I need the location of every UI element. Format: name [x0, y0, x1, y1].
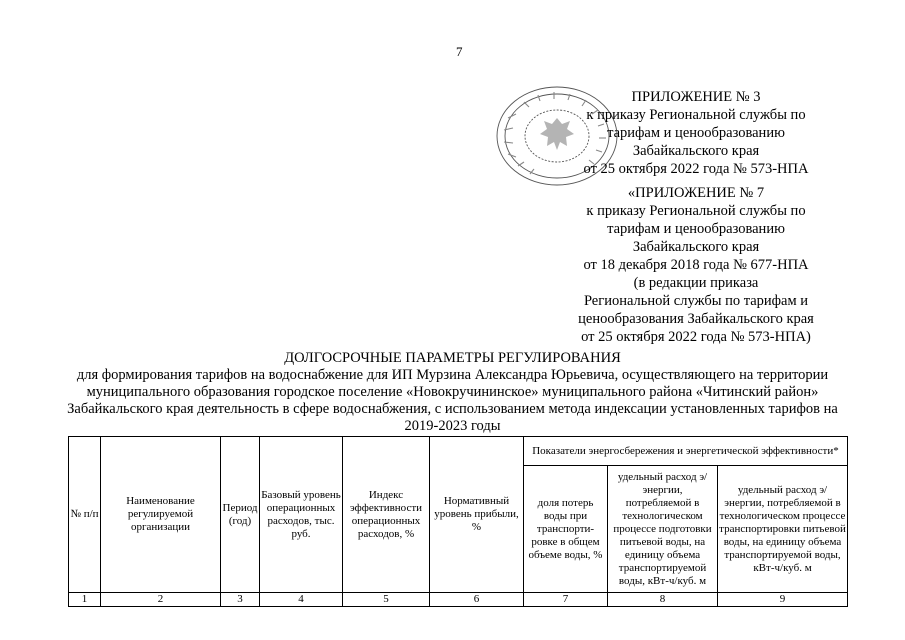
header-energy-group: Показатели энергосбережения и энергетической эффективности*	[524, 437, 848, 466]
appendix-line: ценообразования Забайкальского края	[578, 311, 814, 327]
column-number-cell: 2	[101, 593, 221, 607]
header-num: № п/п	[69, 437, 101, 593]
page-number: 7	[456, 44, 463, 59]
column-number-cell: 8	[608, 593, 718, 607]
header-period: Период (год)	[221, 437, 260, 593]
appendix-line: Забайкальского края	[632, 239, 760, 255]
title-line: для формирования тарифов на водоснабжение для ИП Мурзина Александра Юрьевича, осуществляющего на территории	[76, 367, 829, 383]
header-efficiency-index: Индекс эффективности операционных расходов, %	[343, 437, 430, 593]
column-number-cell: 5	[343, 593, 430, 607]
appendix-line: Забайкальского края	[632, 143, 760, 159]
appendix-line: от 25 октября 2022 года № 573-НПА	[583, 161, 809, 177]
appendix-line: ПРИЛОЖЕНИЕ № 3	[631, 89, 761, 105]
appendix-line: от 25 октября 2022 года № 573-НПА)	[581, 329, 811, 345]
column-number-cell: 9	[718, 593, 848, 607]
appendix-line: (в редакции приказа	[633, 275, 759, 291]
title-line: 2019-2023 годы	[404, 418, 501, 434]
header-organization: Наименование регулируемой организации	[101, 437, 221, 593]
column-number-cell: 6	[430, 593, 524, 607]
header-water-losses: доля потерь воды при транспорти-ровке в общем объеме воды, %	[524, 466, 608, 593]
appendix-line: к приказу Региональной службы по	[586, 107, 806, 123]
appendix-line: «ПРИЛОЖЕНИЕ № 7	[627, 185, 765, 201]
appendix-line: тарифам и ценообразованию	[607, 221, 785, 237]
column-number-cell: 3	[221, 593, 260, 607]
header-energy-transport: удельный расход э/энергии, потребляемой в технологическом процессе транспортировки питьевой воды, на единицу объема транспортируемой воды, кВт-ч/куб. м	[718, 466, 848, 593]
appendix-reference-current	[546, 88, 846, 178]
header-base-opex: Базовый уровень операционных расходов, тыс. руб.	[260, 437, 343, 593]
column-number-cell: 1	[69, 593, 101, 607]
column-number-cell: 4	[260, 593, 343, 607]
title-line: Забайкальского края деятельность в сфере водоснабжения, с использованием метода индексации установленных тарифов на	[67, 401, 838, 417]
appendix-line: к приказу Региональной службы по	[586, 203, 806, 219]
appendix-line: от 18 декабря 2018 года № 677-НПА	[583, 257, 809, 273]
title-line: муниципального образования городское поселение «Новокручининское» муниципального района «Читинский район»	[86, 384, 819, 400]
column-number-cell: 7	[524, 593, 608, 607]
appendix-reference-original	[546, 184, 846, 346]
title-heading: ДОЛГОСРОЧНЫЕ ПАРАМЕТРЫ РЕГУЛИРОВАНИЯ	[284, 350, 621, 366]
appendix-line: Региональной службы по тарифам и	[583, 293, 809, 309]
header-profit-level: Нормативный уровень прибыли, %	[430, 437, 524, 593]
header-energy-preparation: удельный расход э/энергии, потребляемой в технологическом процессе подготовки питьевой воды, на единицу объема транспортируемой воды, кВт-ч/куб. м	[608, 466, 718, 593]
regulation-parameters-table	[68, 436, 848, 607]
appendix-line: тарифам и ценообразованию	[607, 125, 785, 141]
document-title	[40, 350, 865, 435]
